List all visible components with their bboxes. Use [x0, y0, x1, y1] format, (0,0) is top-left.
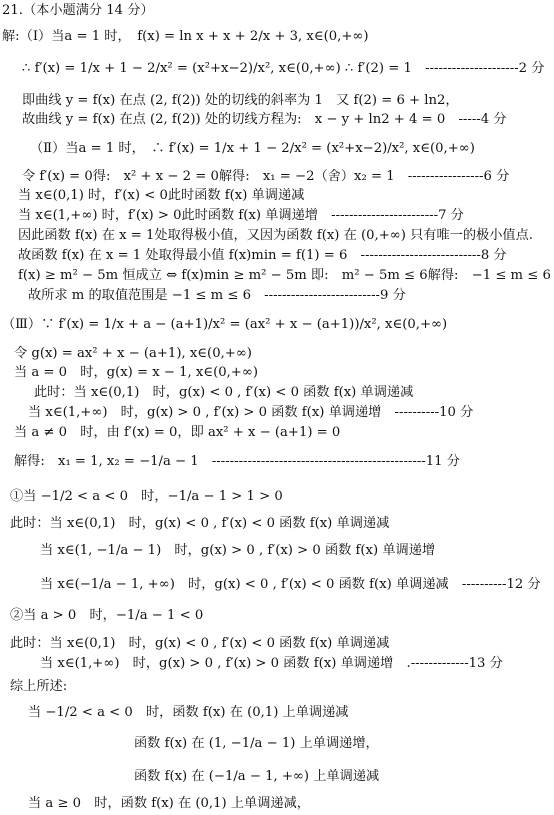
- line-case-2: ②当 a > 0 时，−1/a − 1 < 0: [10, 608, 204, 623]
- line-tangent-equation: 故曲线 y = f(x) 在点 (2, f(2)) 处的切线方程为: x − y + ln2 + 4 = 0 -----4 分: [22, 112, 507, 127]
- line-part2-intro: （Ⅱ）当a = 1 时， ∴ f′(x) = 1/x + 1 − 2/x² = (x²+x−2)/x², x∈(0,+∞): [30, 141, 475, 156]
- line-summary-heading: 综上所述:: [10, 679, 68, 694]
- line-summary-2: 函数 f(x) 在 (1, −1/a − 1) 上单调递增，: [134, 736, 379, 751]
- line-case-a-nonzero: 当 a ≠ 0 时，由 f′(x) = 0，即 ax² + x − (a+1) = 0: [14, 425, 341, 440]
- line-minimum-point: 因此函数 f(x) 在 x = 1处取得极小值，又因为函数 f(x) 在 (0,+∞) 只有唯一的极小值点.: [18, 228, 533, 243]
- line-case-2-decreasing: 此时：当 x∈(0,1) 时，g(x) < 0 , f′(x) < 0 函数 f(x) 单调递减: [10, 636, 390, 651]
- line-minimum-value: 故函数 f(x) 在 x = 1 处取得最小值 f(x)min = f(1) = 6 ---------------------------8 分: [18, 248, 507, 263]
- line-part1-intro: 解:（Ⅰ）当a = 1 时， f(x) = ln x + x + 2/x + 3, x∈(0,+∞): [2, 29, 369, 44]
- line-summary-1: 当 −1/2 < a < 0 时，函数 f(x) 在 (0,1) 上单调递减: [28, 705, 349, 720]
- line-summary-4: 当 a ≥ 0 时，函数 f(x) 在 (0,1) 上单调递减，: [28, 796, 310, 811]
- line-solve-roots: 解得: x₁ = 1, x₂ = −1/a − 1 ------------------------------------------------11 分: [14, 454, 460, 469]
- line-case-1-decreasing: 此时：当 x∈(0,1) 时，g(x) < 0 , f′(x) < 0 函数 f(x) 单调递减: [10, 516, 390, 531]
- line-slope: 即曲线 y = f(x) 在点 (2, f(2)) 处的切线的斜率为 1 又 f(2) = 6 + ln2，: [22, 93, 459, 108]
- line-case-a-zero: 当 a = 0 时，g(x) = x − 1, x∈(0,+∞): [14, 365, 258, 380]
- line-decreasing-0-1: 当 x∈(0,1) 时，f′(x) < 0此时函数 f(x) 单调递减: [18, 188, 305, 203]
- line-a-zero-increasing: 当 x∈(1,+∞) 时，g(x) > 0 , f′(x) > 0 函数 f(x) 单调递增 ----------10 分: [28, 405, 474, 420]
- line-define-g: 令 g(x) = ax² + x − (a+1), x∈(0,+∞): [14, 346, 252, 361]
- problem-header: 21.（本小题满分 14 分）: [2, 3, 154, 18]
- line-case-1-decreasing-2: 当 x∈(−1/a − 1, +∞) 时，g(x) < 0 , f′(x) < 0 函数 f(x) 单调递减 ----------12 分: [40, 577, 541, 592]
- line-range-m: 故所求 m 的取值范围是 −1 ≤ m ≤ 6 --------------------------9 分: [28, 288, 406, 303]
- line-roots: 令 f′(x) = 0得: x² + x − 2 = 0解得: x₁ = −2（舍）x₂ = 1 -----------------6 分: [22, 169, 510, 184]
- line-a-zero-decreasing: 此时：当 x∈(0,1) 时，g(x) < 0 , f′(x) < 0 函数 f(x) 单调递减: [34, 385, 414, 400]
- line-summary-3: 函数 f(x) 在 (−1/a − 1, +∞) 上单调递减: [134, 769, 380, 784]
- line-case-1-increasing: 当 x∈(1, −1/a − 1) 时，g(x) > 0 , f′(x) > 0 函数 f(x) 单调递增: [40, 543, 436, 558]
- line-increasing-1-inf: 当 x∈(1,+∞) 时，f′(x) > 0此时函数 f(x) 单调递增 ------------------------7 分: [18, 208, 464, 223]
- line-case-1: ①当 −1/2 < a < 0 时，−1/a − 1 > 1 > 0: [10, 489, 283, 504]
- line-part3-intro: （Ⅲ）∵ f′(x) = 1/x + a − (a+1)/x² = (ax² + x − (a+1))/x², x∈(0,+∞): [2, 317, 448, 332]
- line-derivative-1: ∴ f′(x) = 1/x + 1 − 2/x² = (x²+x−2)/x², x∈(0,+∞) ∴ f′(2) = 1 ---------------------2 分: [22, 61, 545, 76]
- line-inequality: f(x) ≥ m² − 5m 恒成立 ⇔ f(x)min ≥ m² − 5m 即: m² − 5m ≤ 6解得: −1 ≤ m ≤ 6: [18, 268, 551, 283]
- line-case-2-increasing: 当 x∈(1,+∞) 时，g(x) > 0 , f′(x) > 0 函数 f(x) 单调递增 .-------------13 分: [40, 656, 503, 671]
